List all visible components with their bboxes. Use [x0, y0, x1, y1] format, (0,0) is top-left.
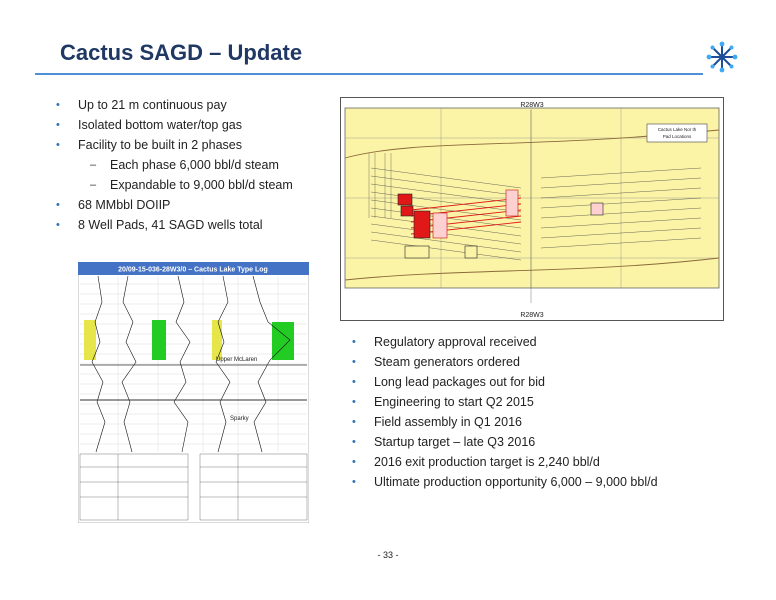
list-item: • 2016 exit production target is 2,240 bbl/d: [352, 455, 600, 469]
pad-marker: [414, 211, 430, 238]
list-item: • 8 Well Pads, 41 SAGD wells total: [56, 218, 263, 232]
map-legend-title: Cactus Lake Nor th: [657, 127, 697, 132]
company-logo: [705, 40, 739, 74]
list-item: • Ultimate production opportunity 6,000 – 9,000 bbl/d: [352, 475, 658, 489]
list-subitem: – Each phase 6,000 bbl/d steam: [90, 158, 279, 172]
title-divider: [35, 73, 703, 75]
list-item: • Engineering to start Q2 2015: [352, 395, 534, 409]
list-item: • Startup target – late Q3 2016: [352, 435, 536, 449]
right-bullet-list: [348, 332, 738, 492]
type-log-title: 20/09-15-036-28W3/0 – Cactus Lake Type Log: [118, 266, 268, 274]
pay-zone: [84, 320, 96, 360]
pad-location-map: [340, 97, 724, 321]
list-item: • Up to 21 m continuous pay: [56, 98, 227, 112]
map-bottom-label: R28W3: [520, 312, 544, 319]
map-legend-subtitle: Pad Locations: [662, 134, 692, 139]
list-item: • Steam generators ordered: [352, 355, 520, 369]
pad-marker: [401, 206, 413, 216]
left-bullet-list: [52, 95, 342, 235]
list-item: • Long lead packages out for bid: [352, 375, 545, 389]
pad-marker: [465, 246, 477, 258]
list-item: • Isolated bottom water/top gas: [56, 118, 242, 132]
slide-title: Cactus SAGD – Update: [60, 40, 303, 65]
list-subitem: – Expandable to 9,000 bbl/d steam: [90, 178, 293, 192]
list-item: • 68 MMbbl DOIIP: [56, 198, 171, 212]
pad-marker: [398, 194, 412, 205]
pad-marker: [591, 203, 603, 215]
page-number: - 33 -: [377, 550, 399, 560]
pay-zone: [212, 320, 222, 360]
pad-marker: [405, 246, 429, 258]
map-top-label: R28W3: [520, 102, 544, 109]
list-item: • Regulatory approval received: [352, 335, 537, 349]
type-log-figure: [78, 262, 309, 523]
formation-label-upper: Upper McLaren: [216, 357, 258, 363]
pad-marker: [506, 190, 518, 216]
pay-zone: [152, 320, 166, 360]
pad-marker: [433, 213, 447, 238]
list-item: • Field assembly in Q1 2016: [352, 415, 522, 429]
formation-label-lower: Sparky: [230, 416, 249, 422]
list-item: • Facility to be built in 2 phases: [56, 138, 242, 152]
